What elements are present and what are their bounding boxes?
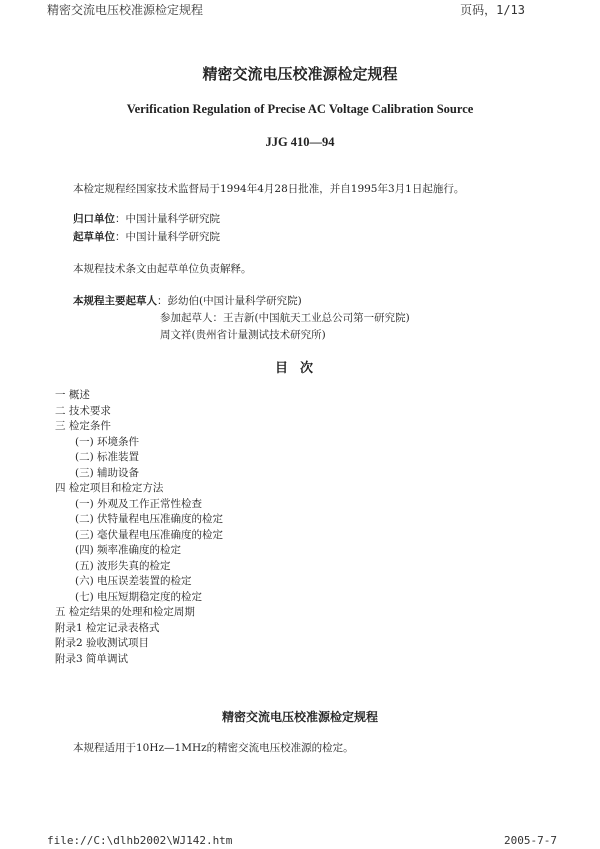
- toc-item[interactable]: (五) 波形失真的检定: [75, 559, 171, 572]
- responsible-unit: [73, 211, 220, 226]
- toc-item[interactable]: (二) 伏特量程电压准确度的检定: [75, 513, 224, 525]
- approval-statement: 本检定规程经国家技术监督局于1994年4月28日批准，并自1995年3月1日起施行。: [73, 183, 465, 195]
- toc-item[interactable]: (三) 辅助设备: [75, 466, 140, 479]
- main-drafters: [73, 293, 302, 308]
- responsible-unit-label: 归口单位: [73, 213, 115, 225]
- toc-item[interactable]: (七) 电压短期稳定度的检定: [75, 590, 203, 603]
- toc-item[interactable]: (一) 环境条件: [75, 435, 140, 448]
- footer-date: 2005-7-7: [504, 834, 557, 847]
- participating-drafter-2: 周文祥(贵州省计量测试技术研究所): [160, 329, 326, 341]
- document-title: 精密交流电压校准源检定规程: [202, 65, 398, 83]
- header-page-number: 页码，1/13: [460, 3, 525, 17]
- toc-item[interactable]: 二 技术要求: [55, 404, 111, 417]
- toc-item[interactable]: (六) 电压误差装置的检定: [75, 575, 192, 587]
- drafting-unit: [73, 229, 220, 244]
- english-title: Verification Regulation of Precise AC Voltage Calibration Source: [126, 102, 474, 116]
- toc-item[interactable]: 附录2 验收测试项目: [55, 637, 150, 649]
- toc-item[interactable]: 五 检定结果的处理和检定周期: [55, 606, 195, 618]
- participating-drafter: 参加起草人：王吉新(中国航天工业总公司第一研究院): [160, 312, 410, 324]
- regulation-code: JJG 410—94: [265, 135, 335, 149]
- toc-item[interactable]: (二) 标准装置: [75, 451, 140, 463]
- main-drafter: ：彭幼伯(中国计量科学研究院): [157, 295, 302, 307]
- header-doc-title: 精密交流电压校准源检定规程: [47, 3, 204, 17]
- main-drafters-label: 本规程主要起草人: [73, 295, 157, 307]
- table-of-contents: [55, 388, 223, 667]
- drafting-unit-label: 起草单位: [73, 231, 115, 243]
- interpretation-statement: 本规程技术条文由起草单位负责解释。: [73, 263, 252, 275]
- toc-item[interactable]: 三 检定条件: [55, 420, 111, 432]
- toc-item[interactable]: 四 检定项目和检定方法: [55, 482, 164, 494]
- responsible-unit-value: ：中国计量科学研究院: [115, 213, 220, 225]
- toc-item[interactable]: 一 概述: [55, 389, 90, 401]
- toc-item[interactable]: (一) 外观及工作正常性检查: [75, 497, 203, 510]
- toc-item[interactable]: (三) 毫伏量程电压准确度的检定: [75, 528, 224, 541]
- scope-statement: 本规程适用于10Hz—1MHz的精密交流电压校准源的检定。: [73, 742, 354, 754]
- footer-file-path: file://C:\dlhb2002\WJ142.htm: [47, 834, 233, 847]
- toc-item[interactable]: (四) 频率准确度的检定: [75, 544, 182, 556]
- drafting-unit-value: ：中国计量科学研究院: [115, 231, 220, 243]
- toc-heading: 目次: [274, 361, 325, 376]
- toc-item[interactable]: 附录3 简单调试: [55, 652, 129, 665]
- section-title: 精密交流电压校准源检定规程: [221, 710, 378, 724]
- toc-item[interactable]: 附录1 检定记录表格式: [55, 621, 160, 634]
